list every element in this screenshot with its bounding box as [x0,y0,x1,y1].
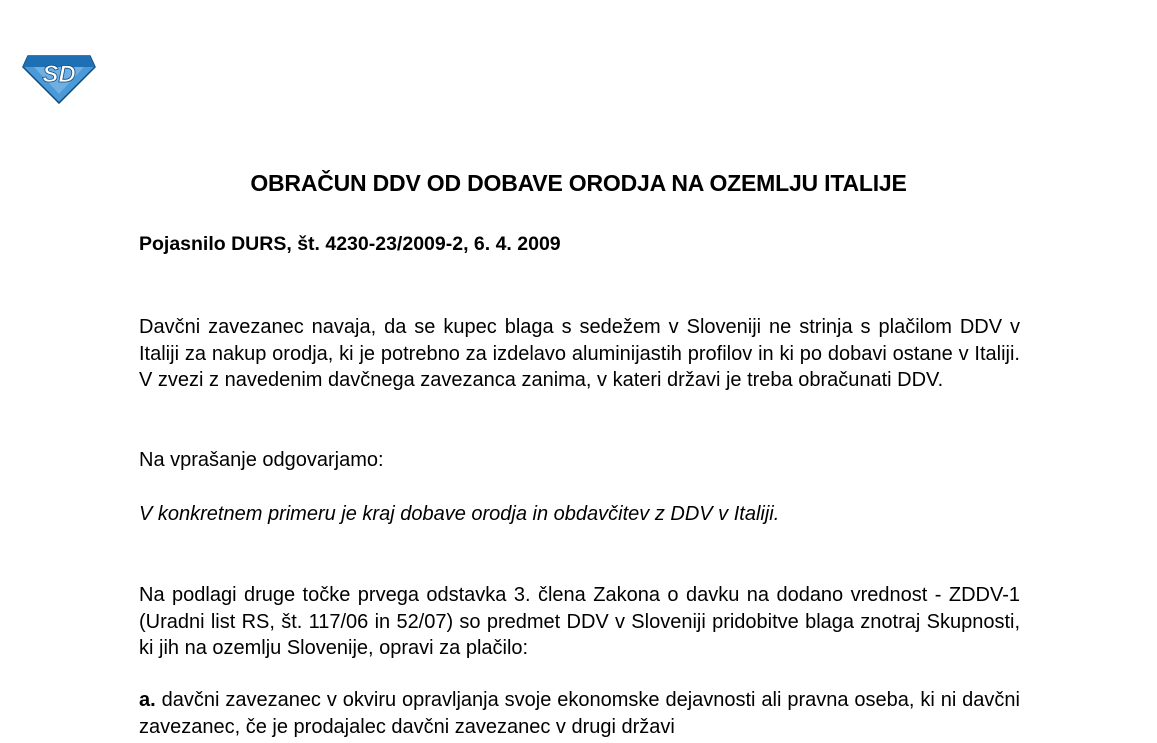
sd-diamond-logo-icon [22,50,96,104]
list-item-a [139,687,1020,740]
paragraph-answer: V konkretnem primeru je kraj dobave orodja in obdavčitev z DDV v Italiji. [139,503,780,525]
list-item-text: davčni zavezanec v okviru opravljanja svoje ekonomske dejavnosti ali pravna oseba, ki ni davčni zavezanec, če je prodajalec davčni zavezanec v drugi državi [139,689,1020,738]
paragraph-answer-intro: Na vprašanje odgovarjamo: [139,449,384,471]
document-title: OBRAČUN DDV OD DOBAVE ORODJA NA OZEMLJU ITALIJE [250,170,907,196]
paragraph-legal-basis: Na podlagi druge točke prvega odstavka 3. člena Zakona o davku na dodano vrednost - ZDDV-1 (Uradni list RS, št. 117/06 in 52/07) so predmet DDV v Sloveniji pridobitve blaga znotraj Skupnosti, ki jih na ozemlju Slovenije, opravi za plačilo: [139,584,1020,659]
document-subtitle: Pojasnilo DURS, št. 4230-23/2009-2, 6. 4. 2009 [139,233,561,255]
svg-text:SD: SD [42,61,76,88]
list-marker: a. [139,689,156,711]
company-logo [22,50,96,104]
paragraph-question: Davčni zavezanec navaja, da se kupec blaga s sedežem v Sloveniji ne strinja s plačilom DDV v Italiji za nakup orodja, ki je potrebno za izdelavo aluminijastih profilov in ki po dobavi ostane v Italiji. V zvezi z navedenim davčnega zavezanca zanima, v kateri državi je treba obračunati DDV. [139,316,1020,391]
